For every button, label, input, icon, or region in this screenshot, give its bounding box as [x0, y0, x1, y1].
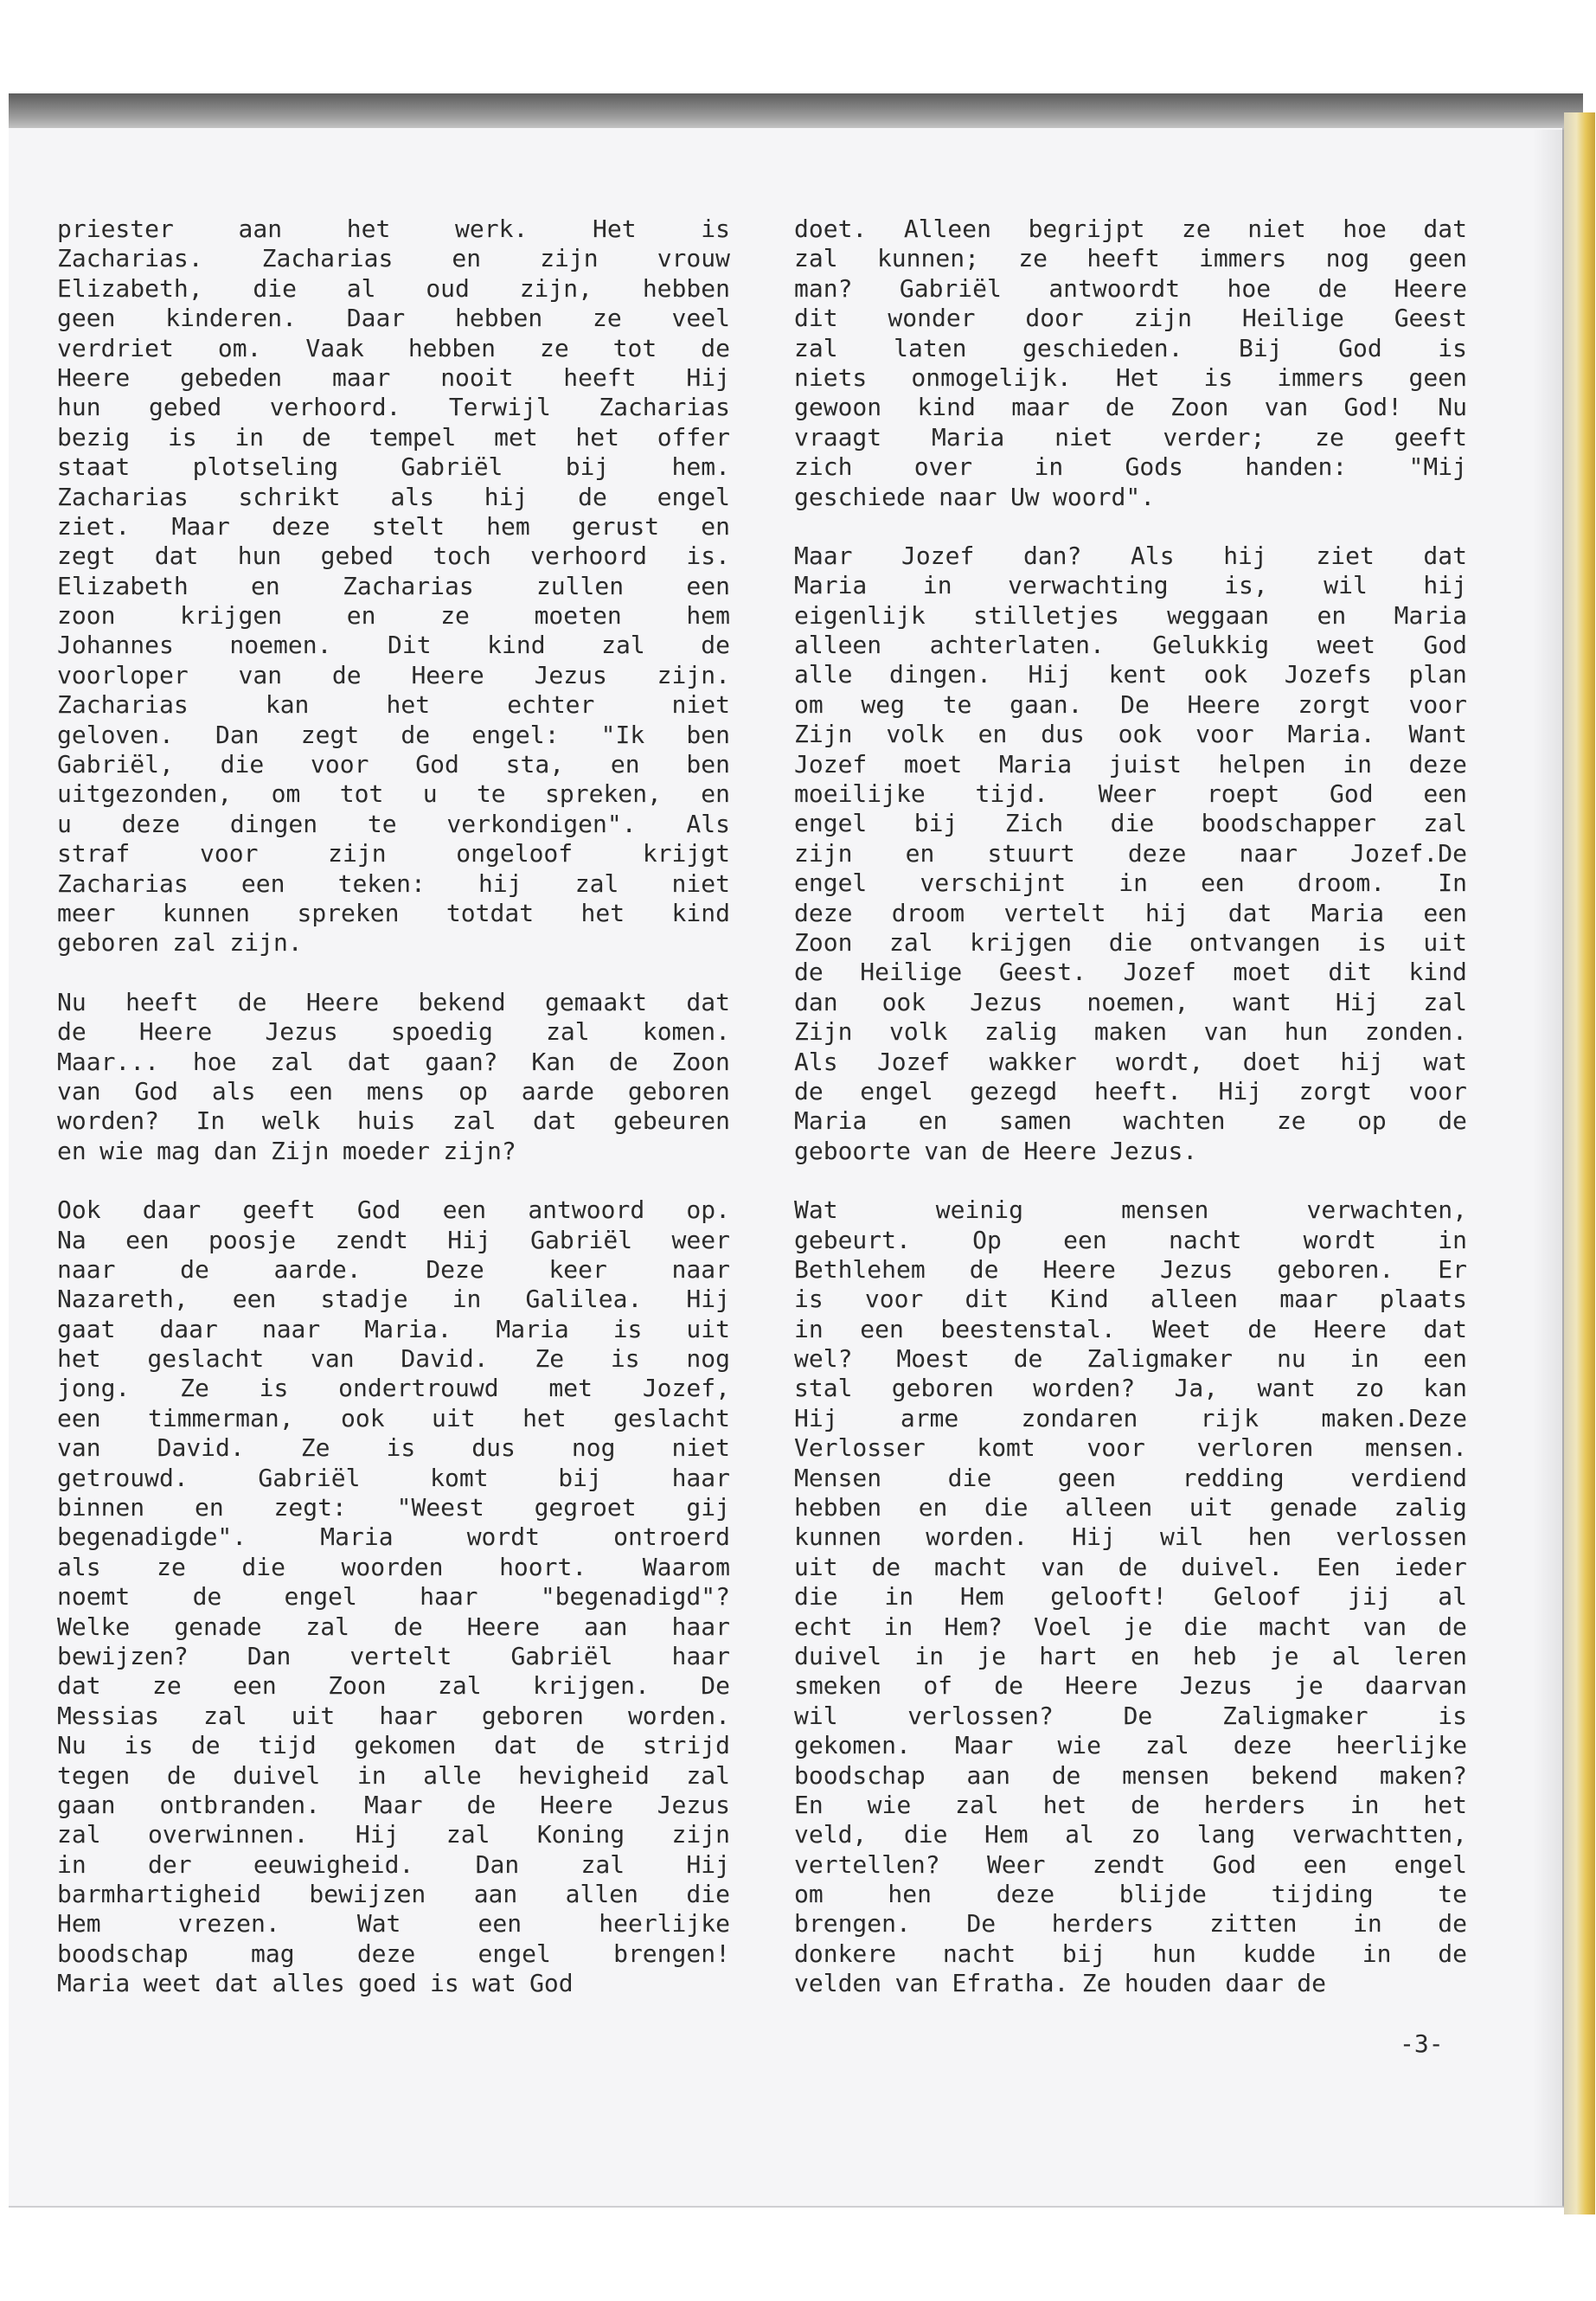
text-line: gaat daar naar Maria. Maria is uit: [57, 1314, 730, 1343]
text-line: bezig is in de tempel met het offer: [57, 422, 730, 452]
text-line: donkere nacht bij hun kudde in de: [794, 1939, 1467, 1968]
text-line: Nu heeft de Heere bekend gemaakt dat: [57, 987, 730, 1016]
text-line: kunnen worden. Hij wil hen verlossen: [794, 1522, 1467, 1552]
text-line: Heere gebeden maar nooit heeft Hij: [57, 362, 730, 392]
text-line: Mensen die geen redding verdiend: [794, 1463, 1467, 1492]
text-line: boodschap mag deze engel brengen!: [57, 1939, 730, 1968]
text-line: vertellen? Weer zendt God een engel: [794, 1849, 1467, 1879]
text-line: Maar... hoe zal dat gaan? Kan de Zoon: [57, 1047, 730, 1076]
text-line: Zijn volk en dus ook voor Maria. Want: [794, 720, 1467, 749]
text-line: Zoon zal krijgen die ontvangen is uit: [794, 927, 1467, 957]
text-line: Nazareth, een stadje in Galilea. Hij: [57, 1285, 730, 1314]
text-line: doet. Alleen begrijpt ze niet hoe dat: [794, 215, 1467, 243]
text-line: Hij arme zondaren rijk maken.Deze: [794, 1403, 1467, 1433]
text-line: vraagt Maria niet verder; ze geeft: [794, 422, 1467, 452]
text-line: veld, die Hem al zo lang verwachtten,: [794, 1820, 1467, 1849]
text-line: Na een poosje zendt Hij Gabriël weer: [57, 1225, 730, 1254]
text-line: Maria in verwachting is, wil hij: [794, 571, 1467, 600]
text-line: het geslacht van David. Ze is nog: [57, 1344, 730, 1374]
text-line: geen kinderen. Daar hebben ze veel: [57, 304, 730, 333]
right-text-column: [794, 215, 1467, 2029]
paragraph: [794, 215, 1467, 512]
paragraph: [57, 215, 730, 958]
text-line: zijn en stuurt deze naar Jozef.De: [794, 838, 1467, 868]
text-line: Zacharias kan het echter niet: [57, 690, 730, 720]
text-line: van God als een mens op aarde geboren: [57, 1076, 730, 1106]
text-line: dat ze een Zoon zal krijgen. De: [57, 1671, 730, 1701]
text-line: eigenlijk stilletjes weggaan en Maria: [794, 600, 1467, 630]
text-line: gaan ontbranden. Maar de Heere Jezus: [57, 1790, 730, 1819]
text-line: hun gebed verhoord. Terwijl Zacharias: [57, 393, 730, 422]
text-line: begenadigde". Maria wordt ontroerd: [57, 1522, 730, 1552]
text-line: tegen de duivel in alle hevigheid zal: [57, 1760, 730, 1790]
text-line: in een beestenstal. Weet de Heere dat: [794, 1314, 1467, 1343]
text-line: velden van Efratha. Ze houden daar de: [794, 1969, 1326, 1998]
page-number: -3-: [1400, 2029, 1444, 2058]
text-line: gewoon kind maar de Zoon van God! Nu: [794, 393, 1467, 422]
text-line: priester aan het werk. Het is: [57, 215, 730, 243]
text-line: alleen achterlaten. Gelukkig weet God: [794, 631, 1467, 660]
text-line: noemt de engel haar "begenadigd"?: [57, 1582, 730, 1612]
text-line: alle dingen. Hij kent ook Jozefs plan: [794, 660, 1467, 689]
text-line: zich over in Gods handen: "Mij: [794, 452, 1467, 482]
text-line: Messias zal uit haar geboren worden.: [57, 1701, 730, 1730]
text-line: gekomen. Maar wie zal deze heerlijke: [794, 1731, 1467, 1760]
binder-shadow: [1533, 130, 1564, 2206]
text-line: gebeurt. Op een nacht wordt in: [794, 1225, 1467, 1254]
text-line: ziet. Maar deze stelt hem gerust en: [57, 511, 730, 541]
text-line: Gabriël, die voor God sta, en ben: [57, 750, 730, 779]
text-line: geloven. Dan zegt de engel: "Ik ben: [57, 720, 730, 749]
text-line: man? Gabriël antwoordt hoe de Heere: [794, 273, 1467, 303]
binder-strip: [1564, 112, 1595, 2214]
text-line: uitgezonden, om tot u te spreken, en: [57, 779, 730, 809]
text-line: om hen deze blijde tijding te: [794, 1880, 1467, 1909]
text-line: voorloper van de Heere Jezus zijn.: [57, 660, 730, 689]
text-line: de Heilige Geest. Jozef moet dit kind: [794, 958, 1467, 987]
text-line: worden? In welk huis zal dat gebeuren: [57, 1106, 730, 1136]
text-line: Hem vrezen. Wat een heerlijke: [57, 1909, 730, 1939]
text-line: de engel gezegd heeft. Hij zorgt voor: [794, 1076, 1467, 1106]
text-line: van David. Ze is dus nog niet: [57, 1433, 730, 1463]
scan-top-edge: [9, 93, 1583, 131]
text-line: straf voor zijn ongeloof krijgt: [57, 839, 730, 868]
text-line: binnen en zegt: "Weest gegroet gij: [57, 1493, 730, 1522]
text-line: de Heere Jezus spoedig zal komen.: [57, 1017, 730, 1047]
text-line: zoon krijgen en ze moeten hem: [57, 601, 730, 631]
text-line: engel bij Zich die boodschapper zal: [794, 809, 1467, 838]
text-line: stal geboren worden? Ja, want zo kan: [794, 1374, 1467, 1403]
text-line: Zacharias een teken: hij zal niet: [57, 868, 730, 898]
text-line: in der eeuwigheid. Dan zal Hij: [57, 1849, 730, 1879]
text-line: engel verschijnt in een droom. In: [794, 868, 1467, 898]
left-text-column: [57, 215, 730, 2029]
text-line: Johannes noemen. Dit kind zal de: [57, 631, 730, 660]
text-line: dan ook Jezus noemen, want Hij zal: [794, 987, 1467, 1016]
text-line: staat plotseling Gabriël bij hem.: [57, 452, 730, 482]
text-line: boodschap aan de mensen bekend maken?: [794, 1760, 1467, 1790]
text-line: wil verlossen? De Zaligmaker is: [794, 1701, 1467, 1730]
text-line: Verlosser komt voor verloren mensen.: [794, 1433, 1467, 1463]
text-line: meer kunnen spreken totdat het kind: [57, 898, 730, 927]
text-line: een timmerman, ook uit het geslacht: [57, 1403, 730, 1433]
text-line: Zacharias. Zacharias en zijn vrouw: [57, 244, 730, 273]
text-line: Maar Jozef dan? Als hij ziet dat: [794, 541, 1467, 570]
text-line: Maria weet dat alles goed is wat God: [57, 1969, 574, 1998]
text-line: is voor dit Kind alleen maar plaats: [794, 1285, 1467, 1314]
text-line: uit de macht van de duivel. Een ieder: [794, 1552, 1467, 1581]
text-line: zal overwinnen. Hij zal Koning zijn: [57, 1820, 730, 1849]
text-line: En wie zal het de herders in het: [794, 1790, 1467, 1819]
text-line: en wie mag dan Zijn moeder zijn?: [57, 1136, 516, 1165]
paragraph: [57, 988, 730, 1166]
text-line: Nu is de tijd gekomen dat de strijd: [57, 1731, 730, 1760]
text-line: Elizabeth en Zacharias zullen een: [57, 571, 730, 600]
paragraph: [794, 1195, 1467, 1999]
text-line: Welke genade zal de Heere aan haar: [57, 1612, 730, 1641]
text-line: Jozef moet Maria juist helpen in deze: [794, 749, 1467, 779]
text-line: die in Hem gelooft! Geloof jij al: [794, 1582, 1467, 1612]
text-line: zegt dat hun gebed toch verhoord is.: [57, 542, 730, 571]
text-line: om weg te gaan. De Heere zorgt voor: [794, 689, 1467, 719]
text-line: Ook daar geeft God een antwoord op.: [57, 1195, 730, 1225]
text-line: Maria en samen wachten ze op de: [794, 1106, 1467, 1136]
text-line: u deze dingen te verkondigen". Als: [57, 809, 730, 838]
paragraph: [57, 1195, 730, 1999]
text-line: niets onmogelijk. Het is immers geen: [794, 362, 1467, 392]
text-line: moeilijke tijd. Weer roept God een: [794, 779, 1467, 809]
text-line: zal laten geschieden. Bij God is: [794, 333, 1467, 362]
text-line: echt in Hem? Voel je die macht van de: [794, 1612, 1467, 1641]
text-line: bewijzen? Dan vertelt Gabriël haar: [57, 1641, 730, 1670]
text-line: geboren zal zijn.: [57, 928, 303, 958]
text-line: Elizabeth, die al oud zijn, hebben: [57, 273, 730, 303]
text-line: Wat weinig mensen verwachten,: [794, 1195, 1467, 1225]
text-line: dit wonder door zijn Heilige Geest: [794, 304, 1467, 333]
text-line: jong. Ze is ondertrouwd met Jozef,: [57, 1374, 730, 1403]
text-line: Zacharias schrikt als hij de engel: [57, 482, 730, 511]
text-line: deze droom vertelt hij dat Maria een: [794, 898, 1467, 927]
text-line: Als Jozef wakker wordt, doet hij wat: [794, 1047, 1467, 1076]
text-line: geschiede naar Uw woord".: [794, 482, 1156, 511]
text-line: barmhartigheid bewijzen aan allen die: [57, 1880, 730, 1909]
paragraph: [794, 542, 1467, 1166]
text-line: hebben en die alleen uit genade zalig: [794, 1493, 1467, 1522]
text-line: Bethlehem de Heere Jezus geboren. Er: [794, 1254, 1467, 1284]
text-line: verdriet om. Vaak hebben ze tot de: [57, 333, 730, 362]
text-line: naar de aarde. Deze keer naar: [57, 1254, 730, 1284]
text-line: zal kunnen; ze heeft immers nog geen: [794, 244, 1467, 273]
text-line: als ze die woorden hoort. Waarom: [57, 1552, 730, 1581]
text-line: smeken of de Heere Jezus je daarvan: [794, 1671, 1467, 1701]
text-line: wel? Moest de Zaligmaker nu in een: [794, 1344, 1467, 1374]
text-line: brengen. De herders zitten in de: [794, 1909, 1467, 1939]
text-line: Zijn volk zalig maken van hun zonden.: [794, 1017, 1467, 1047]
text-line: getrouwd. Gabriël komt bij haar: [57, 1463, 730, 1492]
text-line: geboorte van de Heere Jezus.: [794, 1136, 1198, 1165]
text-line: duivel in je hart en heb je al leren: [794, 1641, 1467, 1670]
